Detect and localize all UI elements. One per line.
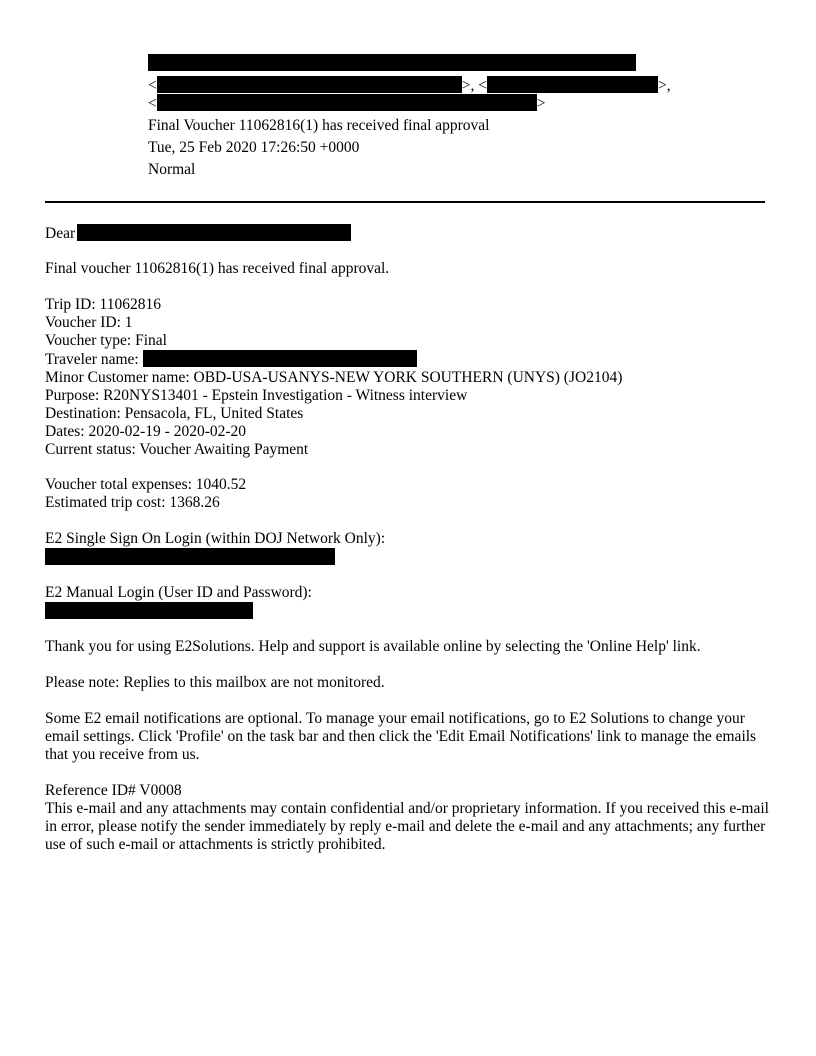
cost-summary bbox=[45, 476, 775, 512]
traveler-line bbox=[45, 350, 775, 369]
disclaimer: This e-mail and any attachments may contain confidential and/or proprietary information. If you received this e-mail in error, please notify the sender immediately by reply e-mail and delete the e-mail and any attachments; any further use of such e-mail or attachments is strictly prohibited. bbox=[45, 800, 769, 853]
redacted-sender bbox=[148, 54, 636, 71]
destination: Destination: Pensacola, FL, United States bbox=[45, 405, 304, 422]
thanks: Thank you for using E2Solutions. Help and support is available online by selecting the 'Online Help' link. bbox=[45, 638, 701, 655]
to-separator-2: >, bbox=[657, 77, 671, 94]
redacted-sso-link bbox=[45, 548, 335, 565]
trip-id: Trip ID: 11062816 bbox=[45, 296, 161, 313]
to-close: > bbox=[536, 95, 546, 112]
voucher-id: Voucher ID: 1 bbox=[45, 314, 133, 331]
footer bbox=[45, 782, 775, 854]
redacted-traveler-name bbox=[143, 350, 417, 367]
current-status: Current status: Voucher Awaiting Payment bbox=[45, 441, 309, 458]
sso-login-section bbox=[45, 530, 775, 567]
intro: Final voucher 11062816(1) has received final approval. bbox=[45, 260, 390, 277]
to-open-3: < bbox=[148, 95, 157, 112]
purpose: Purpose: R20NYS13401 - Epstein Investigation - Witness interview bbox=[45, 387, 468, 404]
minor-customer: Minor Customer name: OBD-USA-USANYS-NEW YORK SOUTHERN (UNYS) (JO2104) bbox=[45, 369, 623, 386]
total-expenses: Voucher total expenses: 1040.52 bbox=[45, 476, 247, 493]
trip-details bbox=[45, 296, 775, 459]
manual-login-label: E2 Manual Login (User ID and Password): bbox=[45, 584, 312, 601]
redacted-manual-link bbox=[45, 602, 253, 619]
reference-id: Reference ID# V0008 bbox=[45, 782, 182, 799]
greeting-line bbox=[45, 224, 775, 243]
to-open: < bbox=[148, 77, 157, 94]
redacted-recipient-3 bbox=[157, 94, 537, 111]
importance-value: Normal bbox=[148, 161, 196, 178]
redacted-recipient-2 bbox=[487, 76, 658, 93]
greeting: Dear bbox=[45, 225, 76, 242]
to-separator: >, < bbox=[461, 77, 487, 94]
redacted-recipient-1 bbox=[157, 76, 462, 93]
header-divider bbox=[45, 201, 765, 203]
redacted-recipient-name bbox=[77, 224, 351, 241]
estimated-cost: Estimated trip cost: 1368.26 bbox=[45, 494, 220, 511]
mailbox-note: Please note: Replies to this mailbox are not monitored. bbox=[45, 674, 385, 691]
subject-value: Final Voucher 11062816(1) has received final approval bbox=[148, 117, 490, 134]
sso-login-label: E2 Single Sign On Login (within DOJ Network Only): bbox=[45, 530, 386, 547]
traveler-label: Traveler name: bbox=[45, 351, 139, 368]
optional-notifications: Some E2 email notifications are optional. To manage your email notifications, go to E2 Solutions to change your email settings. Click 'Profile' on the task bar and then click the 'Edit Email Notifications' link to manage the emails that you receive from us. bbox=[45, 710, 757, 763]
date-value: Tue, 25 Feb 2020 17:26:50 +0000 bbox=[148, 139, 360, 156]
voucher-type: Voucher type: Final bbox=[45, 332, 167, 349]
manual-login-section bbox=[45, 584, 775, 621]
dates: Dates: 2020-02-19 - 2020-02-20 bbox=[45, 423, 247, 440]
